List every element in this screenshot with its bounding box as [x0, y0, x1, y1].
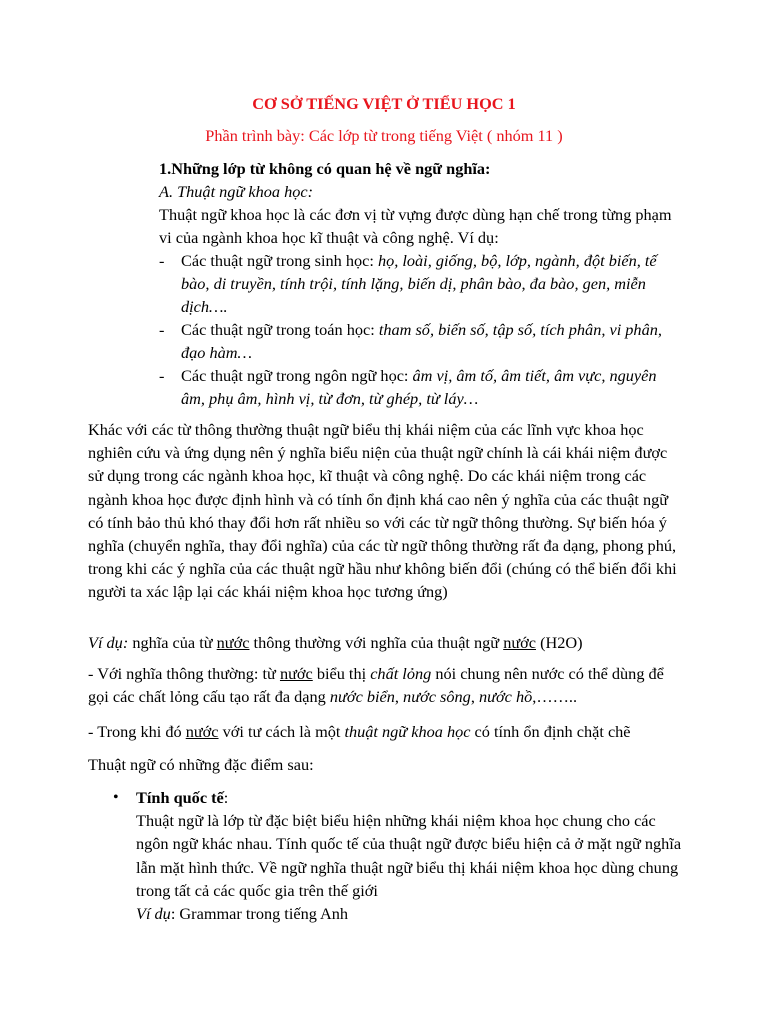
list-item-examples: họ, loài, giống, bộ, lớp, ngành, đột biến, tế bào, di truyền, tính trội, tính lặng, biến dị, phân bào, đa bào, gen, miễn dịch…. — [181, 251, 657, 316]
text-run: : Grammar trong tiếng Anh — [170, 904, 349, 924]
text-run: biểu thị — [312, 664, 371, 683]
text-run: ,…….. — [532, 687, 578, 707]
dash-marker: - — [159, 366, 165, 385]
feature-example — [136, 902, 683, 925]
text-run: , — [470, 687, 479, 707]
list-item — [159, 249, 679, 318]
dash-marker: - — [159, 320, 165, 339]
section-1 — [159, 157, 679, 410]
term-example-list — [159, 249, 679, 410]
text-run: , — [394, 687, 404, 707]
common-meaning-paragraph — [88, 662, 682, 708]
section-heading: 1.Những lớp từ không có quan hệ về ngữ nghĩa: — [159, 159, 491, 178]
list-item — [159, 318, 679, 364]
section-subheading: A. Thuật ngữ khoa học: — [159, 182, 314, 201]
underlined-word: nước — [185, 722, 219, 741]
example-label: Ví dụ — [136, 904, 171, 924]
text-run: - Trong khi đó — [88, 722, 186, 741]
list-item-examples: tham số, biến số, tập số, tích phân, vi phân, đạo hàm… — [181, 320, 662, 362]
italic-run: nước biển — [329, 687, 395, 707]
bullet-marker: • — [113, 789, 119, 806]
text-run: thông thường với nghĩa của thuật ngữ — [249, 633, 504, 652]
features-intro: Thuật ngữ có những đặc điểm sau: — [88, 755, 314, 774]
italic-run: thuật ngữ khoa học — [344, 722, 471, 741]
text-run: nghĩa của từ — [128, 633, 217, 652]
text-run: nói chung nên nước có thể dùng để gọi các chất lỏng cấu tạo rất đa dạng — [88, 664, 664, 707]
text-run: có tính ổn định chặt chẽ — [470, 722, 631, 741]
text-run: : — [223, 788, 229, 807]
example-line — [88, 631, 682, 654]
text-run: (H2O) — [536, 633, 583, 652]
dash-marker: - — [159, 251, 165, 270]
italic-run: nước sông — [403, 687, 471, 707]
underlined-word: nước — [279, 664, 313, 683]
text-run: - Với nghĩa thông thường: từ — [88, 664, 280, 683]
example-label: Ví dụ: — [88, 633, 129, 652]
feature-heading: Tính quốc tế — [136, 788, 224, 807]
list-item-lead: Các thuật ngữ trong sinh học: — [181, 251, 378, 270]
underlined-word: nước — [503, 633, 537, 652]
feature-heading-line — [136, 786, 683, 809]
list-item — [159, 364, 679, 410]
underlined-word: nước — [216, 633, 250, 652]
italic-run: nước hồ — [478, 687, 533, 707]
italic-run: chất lỏng — [370, 664, 432, 683]
paragraph-term-vs-common: Khác với các từ thông thường thuật ngữ biểu thị khái niệm của các lĩnh vực khoa học nghiên cứu và ứng dụng nên ý nghĩa biểu niện của thuật ngữ chính là cái khái niệm được sử dụng trong các ngành khoa học, kĩ thuật và công nghệ. Do các khái niệm trong các ngành khoa học được định hình và có tính ổn định khá cao nên ý nghĩa của các thuật ngữ có tính bảo thủ khó thay đổi hơn rất nhiều so với các từ ngữ thông thường. Sự biến hóa ý nghĩa (chuyển nghĩa, thay đổi nghĩa) của các từ ngữ thông thường rất đa dạng, phong phú, trong khi các ý nghĩa của các thuật ngữ hầu như không biến đổi (chúng có thể biến đổi khi người ta xác lập lại các khái niệm khoa học tương ứng) — [88, 420, 677, 602]
text-run: với tư cách là một — [218, 722, 345, 741]
list-item-examples: âm vị, âm tố, âm tiết, âm vực, nguyên âm, phụ âm, hình vị, từ đơn, từ ghép, từ láy… — [181, 366, 657, 408]
list-item-lead: Các thuật ngữ trong ngôn ngữ học: — [181, 366, 413, 385]
section-intro: Thuật ngữ khoa học là các đơn vị từ vựng được dùng hạn chế trong từng phạm vi của ngành khoa học kĩ thuật và công nghệ. Ví dụ: — [159, 205, 672, 247]
document-title: CƠ SỞ TIẾNG VIỆT Ở TIỂU HỌC 1 — [252, 94, 516, 113]
feature-international — [113, 786, 683, 925]
feature-content — [136, 786, 683, 925]
feature-body: Thuật ngữ là lớp từ đặc biệt biểu hiện những khái niệm khoa học chung cho các ngôn ngữ khác nhau. Tính quốc tế của thuật ngữ được biểu hiện cả ở mặt ngữ nghĩa lẫn mặt hình thức. Về ngữ nghĩa thuật ngữ biểu thị khái niệm khoa học dùng chung trong tất cả các quốc gia trên thế giới — [136, 811, 682, 900]
term-meaning-paragraph — [88, 720, 682, 743]
document-subtitle: Phần trình bày: Các lớp từ trong tiếng Việt ( nhóm 11 ) — [205, 126, 563, 145]
list-item-lead: Các thuật ngữ trong toán học: — [181, 320, 379, 339]
